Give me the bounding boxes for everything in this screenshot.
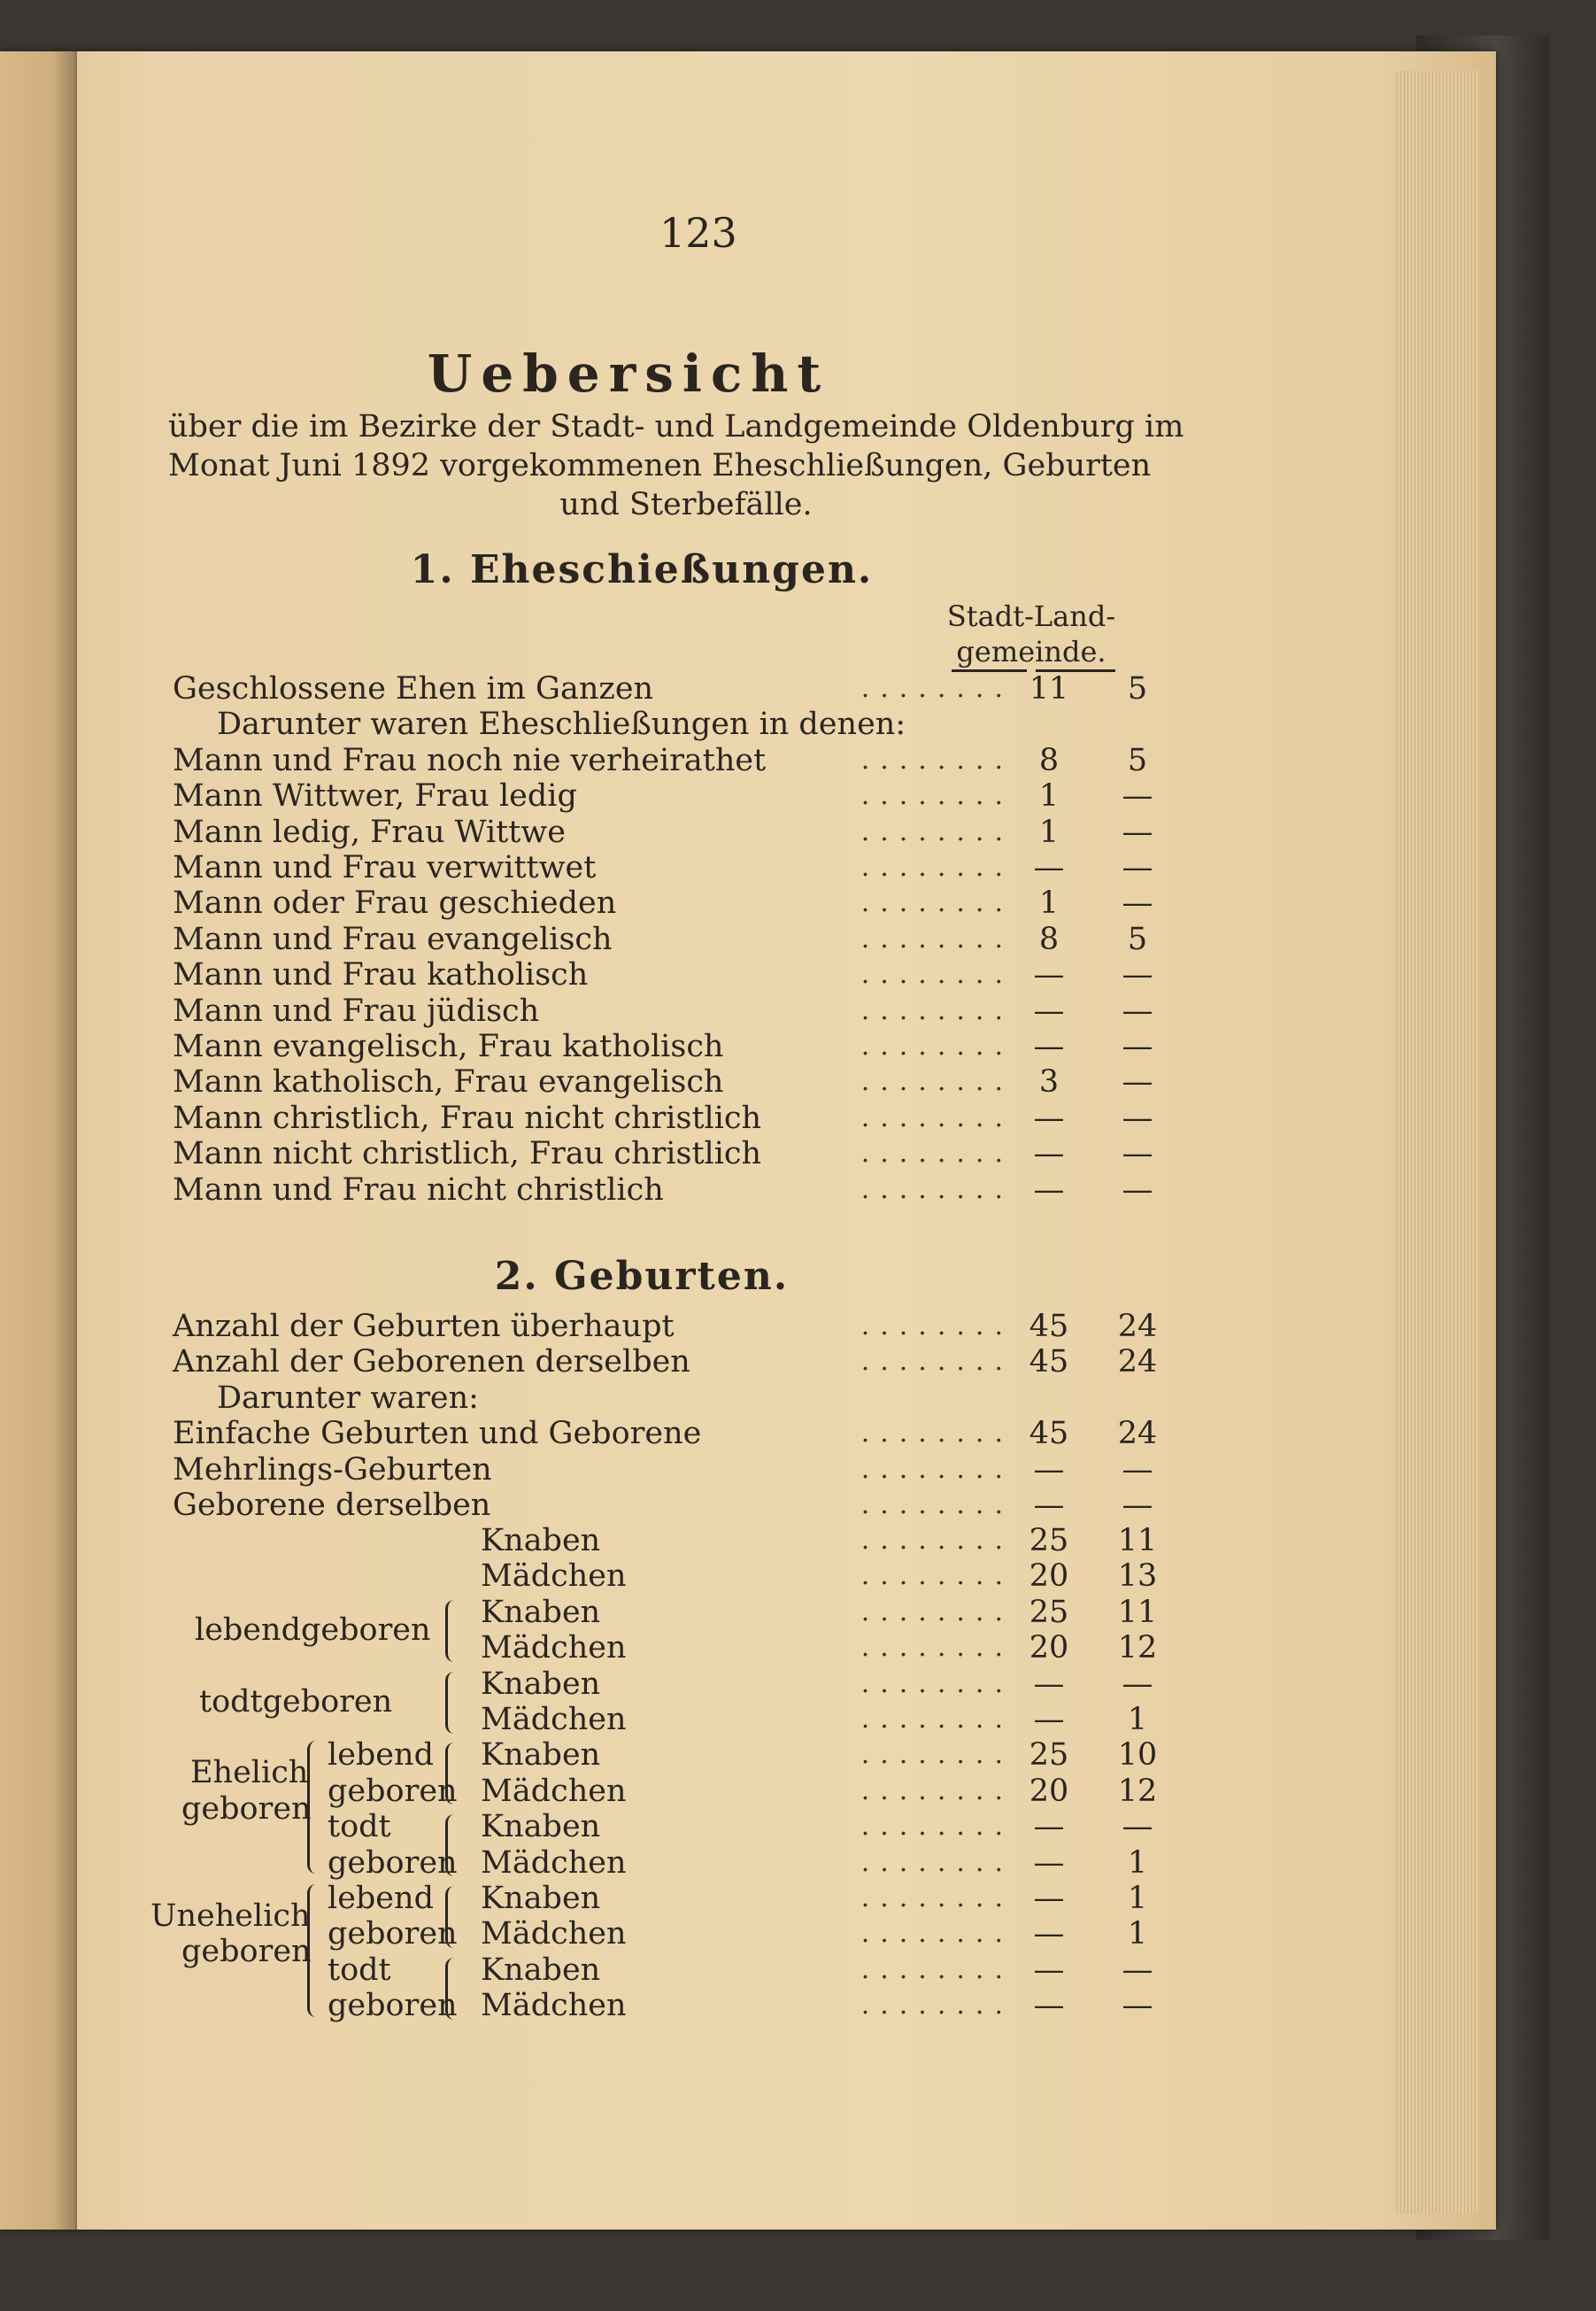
table-row: [173, 815, 1164, 850]
value-stadtgemeinde: —: [1033, 850, 1065, 885]
table-row: [173, 1452, 1164, 1488]
value-landgemeinde: 24: [1117, 1416, 1158, 1452]
brace: [307, 1884, 322, 2017]
column-header-stadt: Stadt-: [946, 599, 1034, 633]
value-stadtgemeinde: —: [1033, 1171, 1065, 1208]
value-landgemeinde: 1: [1127, 1702, 1148, 1737]
value-landgemeinde: —: [1122, 1029, 1153, 1064]
value-landgemeinde: 11: [1117, 1594, 1158, 1630]
value-landgemeinde: 1: [1127, 1881, 1148, 1916]
value-stadtgemeinde: —: [1033, 1100, 1065, 1136]
value-landgemeinde: —: [1122, 1064, 1153, 1101]
value-stadtgemeinde: —: [1033, 1702, 1065, 1737]
value-landgemeinde: 10: [1117, 1737, 1158, 1774]
value-landgemeinde: 24: [1117, 1309, 1158, 1344]
table-row: [173, 1523, 1164, 1558]
page: [75, 51, 1394, 2230]
leader-dots: ........: [860, 1953, 1014, 1985]
leader-dots: ........: [860, 1596, 1014, 1627]
value-stadtgemeinde: 25: [1029, 1523, 1069, 1558]
column-header: [929, 599, 1133, 669]
row-label: Mann und Frau nicht christlich: [173, 1171, 664, 1208]
label-lebendgeboren: lebendgeboren: [195, 1612, 431, 1648]
leader-dots: ........: [860, 1846, 1014, 1878]
value-landgemeinde: —: [1122, 850, 1153, 885]
leader-dots: ........: [860, 1990, 1014, 2021]
label-unehelich: Unehelich: [150, 1898, 311, 1934]
brace: [307, 1741, 322, 1874]
value-stadtgemeinde: —: [1033, 1952, 1065, 1988]
table-row: [217, 1380, 1208, 1416]
label-lebend: lebend: [328, 1881, 434, 1916]
table-row: [173, 778, 1164, 814]
row-label: Mädchen: [481, 1988, 627, 2024]
label-ehelich: Ehelich: [190, 1755, 309, 1791]
leader-dots: ........: [860, 673, 1014, 704]
value-stadtgemeinde: —: [1033, 1988, 1065, 2024]
value-stadtgemeinde: 8: [1038, 921, 1060, 957]
value-landgemeinde: —: [1122, 778, 1153, 815]
previous-page-edge: [0, 51, 77, 2230]
row-label: Darunter waren Eheschließungen in denen:: [217, 707, 906, 743]
value-stadtgemeinde: 45: [1029, 1309, 1069, 1344]
row-label: Mann und Frau noch nie verheirathet: [173, 742, 767, 778]
value-landgemeinde: —: [1122, 1136, 1153, 1172]
leader-dots: ........: [860, 1138, 1014, 1170]
row-label: Mädchen: [481, 1916, 627, 1952]
value-stadtgemeinde: —: [1033, 1881, 1065, 1916]
row-label: Geschlossene Ehen im Ganzen: [173, 671, 654, 707]
row-label: Mann und Frau verwittwet: [173, 850, 597, 885]
label-geboren: geboren: [181, 1934, 312, 1970]
value-stadtgemeinde: 45: [1029, 1416, 1069, 1452]
row-label: Knaben: [481, 1523, 601, 1558]
page-block-edge: [1394, 71, 1478, 2214]
table-row: [173, 922, 1164, 957]
value-stadtgemeinde: 11: [1029, 671, 1069, 707]
label-todt: todt: [328, 1952, 391, 1988]
label-todtgeboren: todtgeboren: [199, 1683, 393, 1720]
table-row: [173, 1309, 1164, 1344]
value-landgemeinde: —: [1122, 1988, 1153, 2024]
value-stadtgemeinde: —: [1033, 1451, 1065, 1488]
leader-dots: ........: [860, 1560, 1014, 1592]
leader-dots: ........: [860, 1667, 1014, 1699]
value-stadtgemeinde: 20: [1029, 1630, 1069, 1666]
value-stadtgemeinde: 20: [1029, 1558, 1069, 1595]
leader-dots: ........: [860, 815, 1014, 847]
row-label: Mann ledig, Frau Wittwe: [173, 814, 566, 850]
table-row: [173, 671, 1164, 707]
row-label: Mann Wittwer, Frau ledig: [173, 778, 577, 815]
value-landgemeinde: —: [1122, 814, 1153, 850]
brace: [445, 1743, 460, 1805]
leader-dots: ........: [860, 994, 1014, 1026]
row-label: Mädchen: [481, 1702, 627, 1737]
table-row: [173, 743, 1164, 778]
table-row: [173, 1136, 1164, 1171]
label-todt: todt: [328, 1809, 391, 1845]
table-row: [173, 957, 1164, 993]
leader-dots: ........: [860, 780, 1014, 812]
row-label: Knaben: [481, 1666, 601, 1702]
row-label: Anzahl der Geborenen derselben: [173, 1344, 690, 1380]
table-row: [173, 1558, 1164, 1594]
value-stadtgemeinde: —: [1033, 1844, 1065, 1881]
table-row: [173, 1172, 1164, 1208]
row-label: Knaben: [481, 1809, 601, 1845]
table-row: [173, 885, 1164, 921]
page-number: 123: [659, 209, 737, 257]
column-header-gemeinde: gemeinde.: [956, 635, 1106, 669]
leader-dots: ........: [860, 1918, 1014, 1950]
row-label: Knaben: [481, 1594, 601, 1630]
leader-dots: ........: [860, 852, 1014, 883]
row-label: Anzahl der Geburten überhaupt: [173, 1309, 675, 1344]
row-label: Mann nicht christlich, Frau christlich: [173, 1136, 762, 1172]
value-landgemeinde: —: [1122, 1666, 1153, 1702]
section-heading: 1. Eheschießungen.: [410, 547, 874, 592]
row-label: Knaben: [481, 1952, 601, 1988]
value-landgemeinde: —: [1122, 1100, 1153, 1136]
table-row: [217, 707, 1208, 742]
value-landgemeinde: 12: [1117, 1773, 1158, 1809]
value-stadtgemeinde: 8: [1038, 742, 1060, 778]
brace: [445, 1672, 460, 1734]
table-row: [173, 1416, 1164, 1451]
leader-dots: ........: [860, 1101, 1014, 1133]
value-landgemeinde: 5: [1127, 921, 1148, 957]
row-label: Mädchen: [481, 1630, 627, 1666]
value-stadtgemeinde: —: [1033, 993, 1065, 1029]
table-row: [173, 1029, 1164, 1064]
value-stadtgemeinde: 1: [1038, 778, 1060, 815]
table-row: [173, 850, 1164, 885]
brace: [445, 1886, 460, 1948]
value-landgemeinde: 12: [1117, 1630, 1158, 1666]
leader-dots: ........: [860, 1453, 1014, 1485]
value-stadtgemeinde: —: [1033, 1488, 1065, 1523]
leader-dots: ........: [860, 1704, 1014, 1735]
value-stadtgemeinde: 20: [1029, 1773, 1069, 1809]
value-landgemeinde: —: [1122, 1171, 1153, 1208]
brace: [445, 1600, 460, 1662]
label-geboren: geboren: [328, 1844, 458, 1881]
row-label: Geborene derselben: [173, 1488, 491, 1523]
value-stadtgemeinde: 1: [1038, 885, 1060, 922]
leader-dots: ........: [860, 1774, 1014, 1806]
column-header-land: Land-: [1033, 599, 1116, 633]
leader-dots: ........: [860, 1066, 1014, 1098]
leader-dots: ........: [860, 1346, 1014, 1378]
row-label: Mehrlings-Geburten: [173, 1451, 492, 1488]
brace: [445, 1958, 460, 2020]
row-label: Mann und Frau jüdisch: [173, 993, 540, 1029]
leader-dots: ........: [860, 959, 1014, 991]
value-stadtgemeinde: 25: [1029, 1737, 1069, 1774]
value-landgemeinde: 24: [1117, 1344, 1158, 1380]
subtitle: [168, 407, 1204, 524]
value-landgemeinde: —: [1122, 957, 1153, 993]
value-landgemeinde: —: [1122, 1809, 1153, 1845]
value-landgemeinde: 1: [1127, 1844, 1148, 1881]
row-label: Knaben: [481, 1881, 601, 1916]
value-stadtgemeinde: —: [1033, 1666, 1065, 1702]
row-label: Mädchen: [481, 1773, 627, 1809]
value-stadtgemeinde: 1: [1038, 814, 1060, 850]
row-label: Mann und Frau evangelisch: [173, 921, 613, 957]
leader-dots: ........: [860, 1811, 1014, 1843]
section-heading: 2. Geburten.: [494, 1254, 790, 1299]
table-row: [173, 1488, 1164, 1523]
row-label: Mann und Frau katholisch: [173, 957, 589, 993]
value-stadtgemeinde: 25: [1029, 1594, 1069, 1630]
table-row: [173, 1101, 1164, 1136]
value-landgemeinde: 11: [1117, 1523, 1158, 1558]
subtitle-line: Monat Juni 1892 vorgekommenen Eheschließungen, Geburten: [168, 448, 1152, 483]
row-label: Darunter waren:: [217, 1380, 479, 1416]
leader-dots: ........: [860, 1310, 1014, 1341]
value-stadtgemeinde: 45: [1029, 1344, 1069, 1380]
page-title: Uebersicht: [427, 344, 830, 404]
row-label: Mann evangelisch, Frau katholisch: [173, 1029, 724, 1064]
value-landgemeinde: 13: [1117, 1558, 1158, 1595]
table-row: [173, 1064, 1164, 1100]
leader-dots: ........: [860, 1489, 1014, 1520]
row-label: Mann katholisch, Frau evangelisch: [173, 1064, 724, 1101]
value-stadtgemeinde: 3: [1038, 1064, 1060, 1101]
table-row: [173, 1344, 1164, 1380]
row-label: Knaben: [481, 1737, 601, 1774]
value-stadtgemeinde: —: [1033, 957, 1065, 993]
leader-dots: ........: [860, 1882, 1014, 1913]
value-stadtgemeinde: —: [1033, 1029, 1065, 1064]
value-stadtgemeinde: —: [1033, 1809, 1065, 1845]
leader-dots: ........: [860, 744, 1014, 776]
label-geboren: geboren: [328, 1916, 458, 1952]
value-landgemeinde: 5: [1127, 742, 1148, 778]
row-label: Einfache Geburten und Geborene: [173, 1416, 702, 1452]
leader-dots: ........: [860, 923, 1014, 955]
leader-dots: ........: [860, 887, 1014, 919]
value-landgemeinde: —: [1122, 1488, 1153, 1523]
subtitle-line: über die im Bezirke der Stadt- und Landgemeinde Oldenburg im: [168, 409, 1184, 444]
subtitle-line: und Sterbefälle.: [559, 487, 813, 522]
leader-dots: ........: [860, 1525, 1014, 1556]
label-lebend: lebend: [328, 1737, 434, 1774]
table-row: [173, 993, 1164, 1029]
leader-dots: ........: [860, 1418, 1014, 1449]
value-landgemeinde: 1: [1127, 1916, 1148, 1952]
row-label: Mädchen: [481, 1558, 627, 1595]
leader-dots: ........: [860, 1632, 1014, 1664]
row-label: Mann christlich, Frau nicht christlich: [173, 1100, 762, 1136]
label-geboren: geboren: [328, 1773, 458, 1809]
row-label: Mann oder Frau geschieden: [173, 885, 617, 922]
label-geboren: geboren: [328, 1988, 458, 2024]
value-landgemeinde: —: [1122, 885, 1153, 922]
value-landgemeinde: —: [1122, 1952, 1153, 1988]
value-landgemeinde: —: [1122, 993, 1153, 1029]
value-stadtgemeinde: —: [1033, 1136, 1065, 1172]
value-landgemeinde: 5: [1127, 671, 1148, 707]
value-stadtgemeinde: —: [1033, 1916, 1065, 1952]
leader-dots: ........: [860, 1739, 1014, 1771]
leader-dots: ........: [860, 1173, 1014, 1205]
value-landgemeinde: —: [1122, 1451, 1153, 1488]
label-geboren: geboren: [181, 1790, 312, 1827]
row-label: Mädchen: [481, 1844, 627, 1881]
leader-dots: ........: [860, 1031, 1014, 1062]
brace: [445, 1814, 460, 1876]
